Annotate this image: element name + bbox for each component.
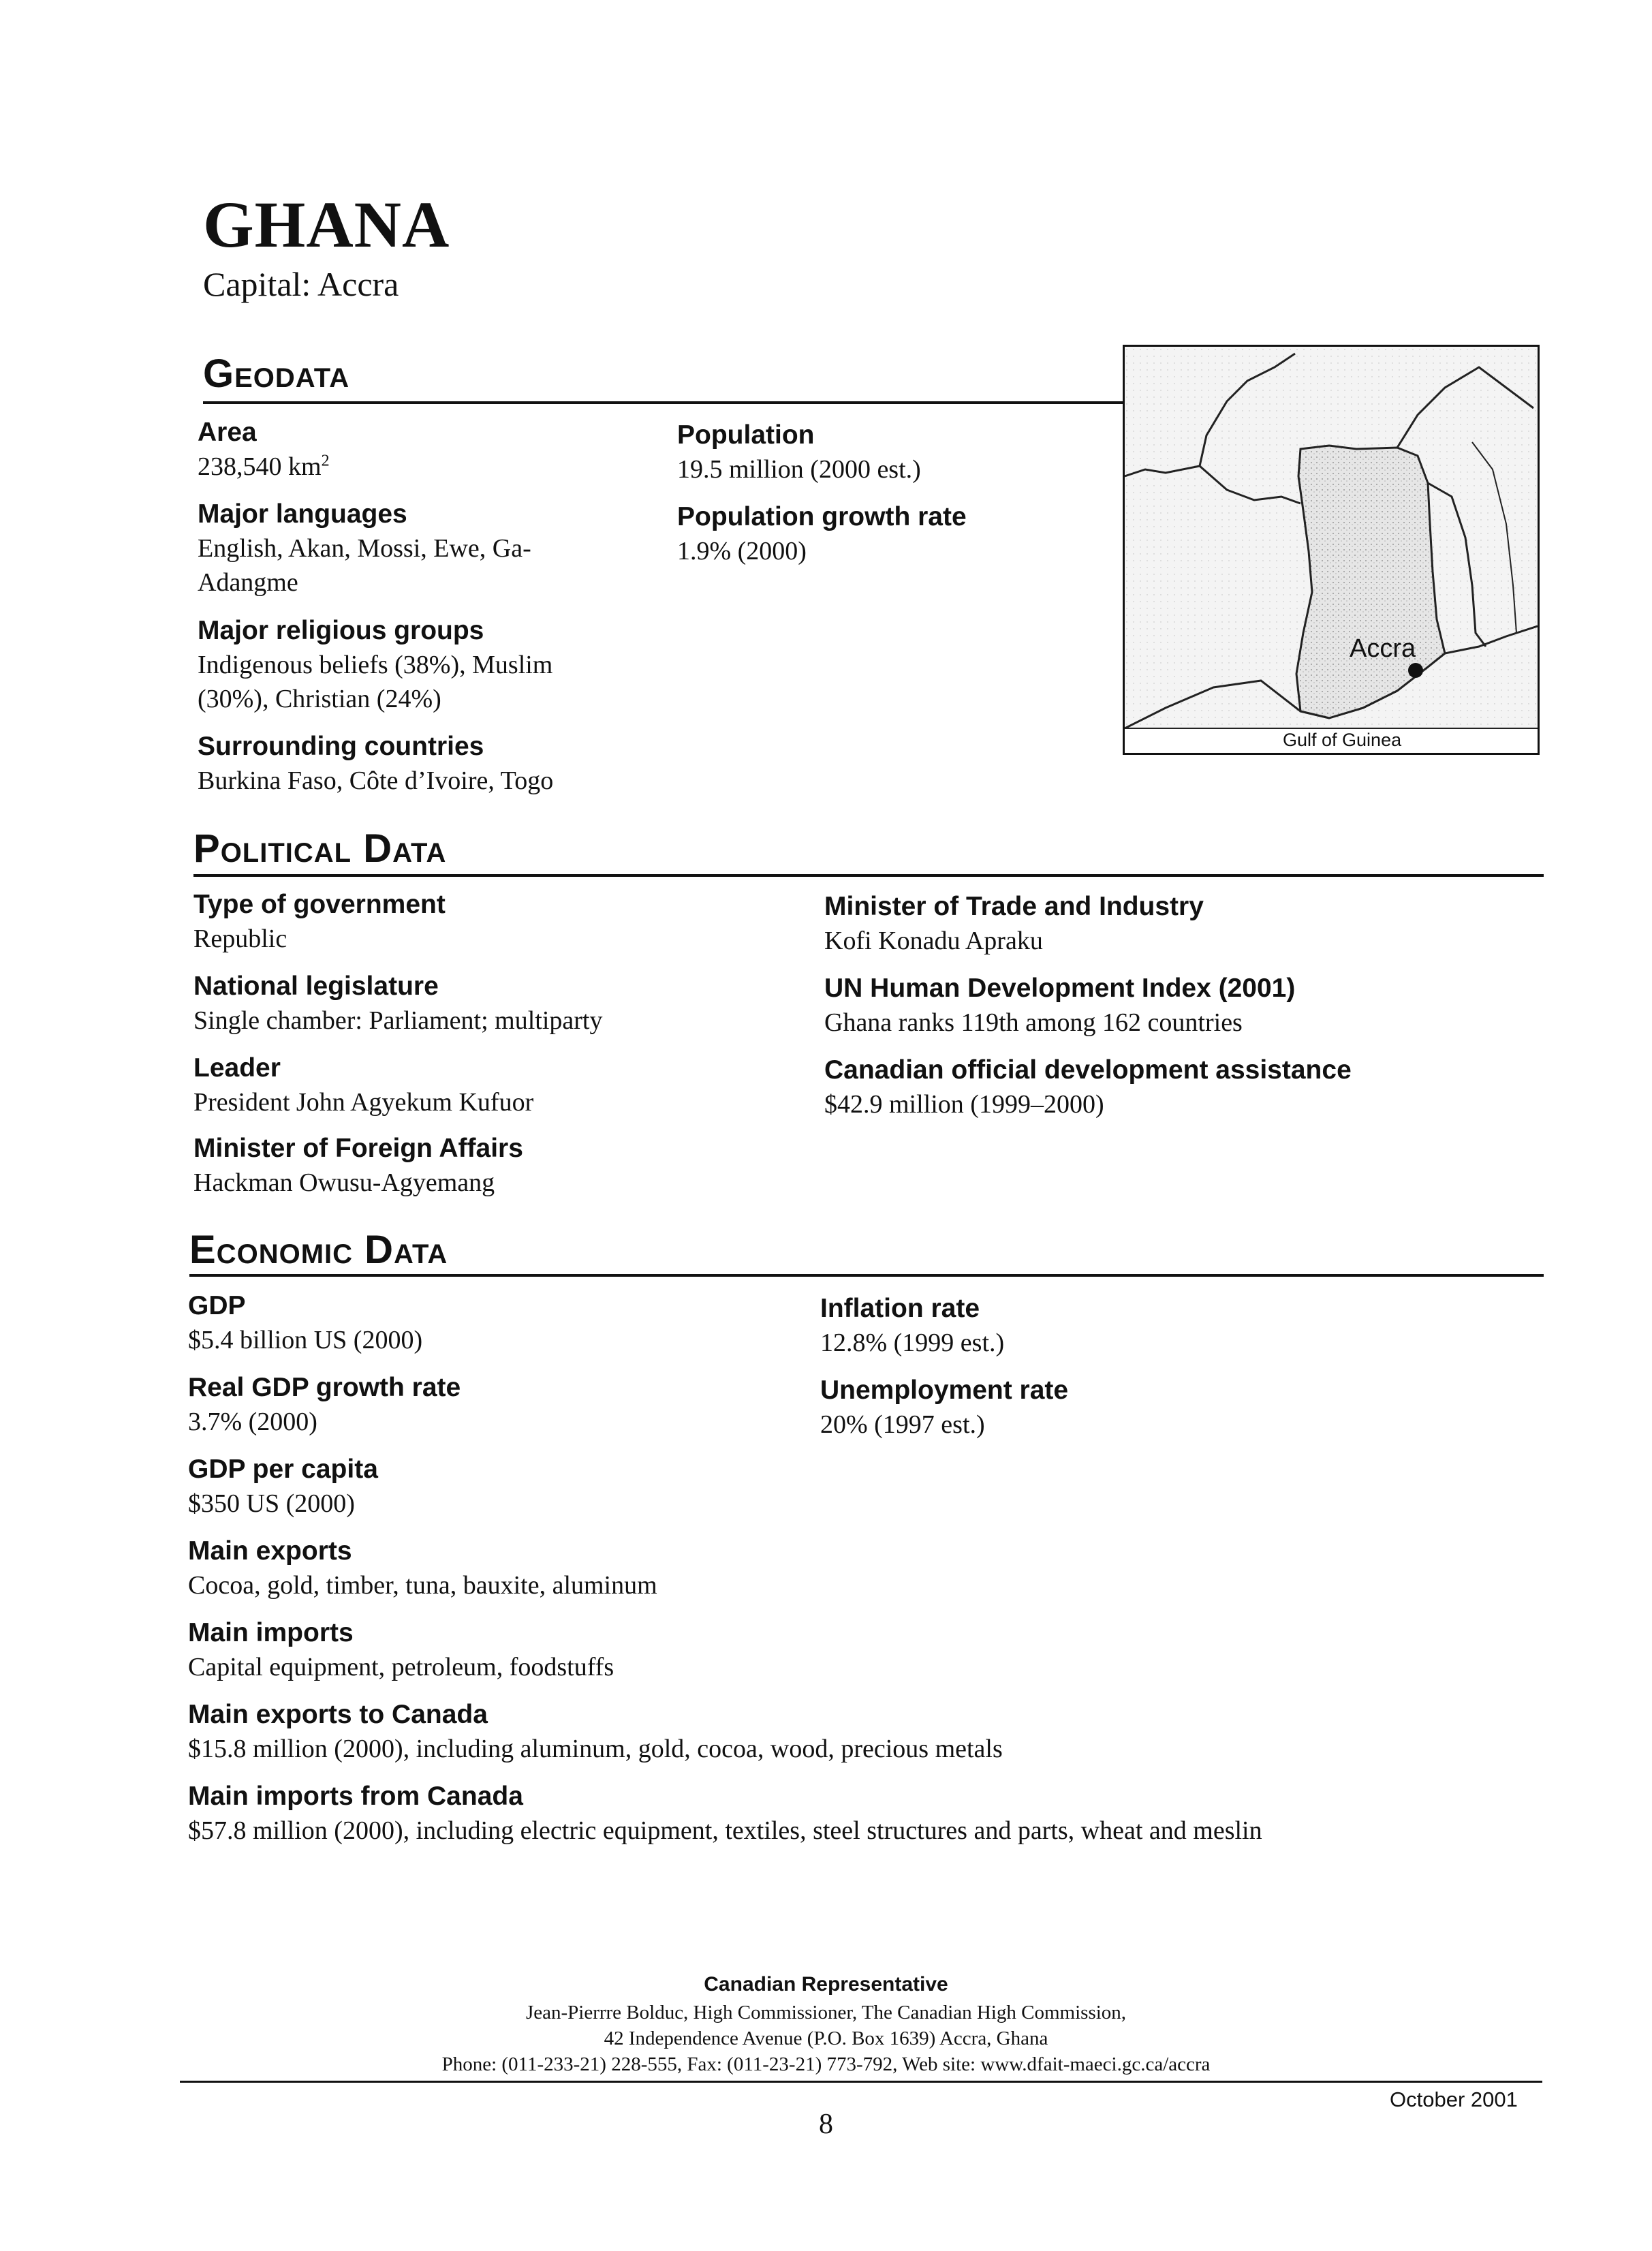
ghana-map — [1123, 345, 1540, 755]
pol-leader — [193, 1051, 807, 1119]
item-value: 19.5 million (2000 est.) — [677, 455, 921, 484]
item-label: UN Human Development Index (2001) — [824, 974, 1296, 1003]
pol-government — [193, 888, 807, 956]
item-label: Main exports — [188, 1536, 352, 1566]
economic-rule — [189, 1274, 1544, 1277]
item-value: Burkina Faso, Côte d’Ivoire, Togo — [198, 766, 554, 795]
pol-foreign-minister — [193, 1132, 807, 1200]
item-value: Capital equipment, petroleum, foodstuffs — [188, 1653, 614, 1681]
item-label: Population growth rate — [677, 502, 967, 531]
political-rule — [193, 874, 1544, 877]
item-value: Indigenous beliefs (38%), Muslim (30%), Christian (24%) — [198, 651, 553, 713]
item-value: 238,540 $km^2$ — [198, 452, 330, 481]
geodata-rule — [203, 401, 1124, 404]
item-label: Inflation rate — [820, 1294, 980, 1323]
eco-main-exports — [188, 1534, 1414, 1602]
economic-heading: ECONOMIC DATA — [189, 1228, 448, 1272]
geo-growth — [677, 500, 1100, 568]
item-value: $15.8 million (2000), including aluminum, gold, cocoa, wood, precious metals — [188, 1735, 1003, 1763]
rep-line-2: 42 Independence Avenue (P.O. Box 1639) Accra, Ghana — [604, 2028, 1048, 2049]
item-value: Ghana ranks 119th among 162 countries — [824, 1008, 1243, 1037]
item-value: $42.9 million (1999–2000) — [824, 1090, 1104, 1119]
item-value: 12.8% (1999 est.) — [820, 1329, 1005, 1357]
item-value: Hackman Owusu-Agyemang — [193, 1168, 495, 1197]
item-label: Surrounding countries — [198, 732, 484, 761]
pol-hdi — [824, 972, 1506, 1040]
item-label: Major religious groups — [198, 616, 484, 645]
eco-real-gdp-growth — [188, 1371, 801, 1439]
item-value: Single chamber: Parliament; multiparty — [193, 1006, 603, 1035]
eco-main-imports — [188, 1616, 1414, 1684]
rep-title: Canadian Representative — [704, 1973, 948, 1996]
geo-population — [677, 418, 1100, 486]
gulf-label: Gulf of Guinea — [1283, 730, 1402, 750]
item-label: Type of government — [193, 890, 446, 919]
item-label: Canadian official development assistance — [824, 1055, 1352, 1085]
item-label: National legislature — [193, 972, 439, 1001]
item-label: Real GDP growth rate — [188, 1373, 461, 1402]
map-graphic — [1125, 347, 1538, 753]
item-label: Main imports — [188, 1618, 354, 1647]
eco-gdp — [188, 1289, 801, 1357]
item-label: Minister of Trade and Industry — [824, 892, 1204, 921]
pol-legislature — [193, 969, 807, 1038]
eco-exports-canada — [188, 1698, 1482, 1766]
eco-gdp-per-capita — [188, 1453, 801, 1521]
pol-trade-minister — [824, 890, 1506, 958]
footer-rule — [180, 2081, 1542, 2083]
eco-imports-canada — [188, 1780, 1550, 1848]
item-value: 3.7% (2000) — [188, 1408, 317, 1436]
item-label: Major languages — [198, 499, 407, 529]
item-value: President John Agyekum Kufuor — [193, 1088, 534, 1117]
item-value: 20% (1997 est.) — [820, 1410, 985, 1439]
capital-subtitle: Capital: Accra — [203, 265, 399, 303]
page-title: GHANA — [203, 188, 450, 261]
item-label: Main exports to Canada — [188, 1700, 488, 1729]
eco-unemployment — [820, 1373, 1433, 1442]
item-value: Republic — [193, 925, 287, 953]
issue-date: October 2001 — [1390, 2087, 1518, 2111]
item-label: Minister of Foreign Affairs — [193, 1134, 523, 1163]
item-label: Area — [198, 418, 257, 447]
geodata-heading: GEODATA — [203, 352, 350, 396]
item-value: $350 US (2000) — [188, 1489, 355, 1518]
item-label: Unemployment rate — [820, 1376, 1069, 1405]
item-value: $57.8 million (2000), including electric equipment, textiles, steel structures and parts, wheat and meslin — [188, 1816, 1262, 1845]
geo-religions — [198, 614, 811, 716]
item-value: Kofi Konadu Apraku — [824, 927, 1043, 955]
rep-line-3: Phone: (011-233-21) 228-555, Fax: (011-23-21) 773-792, Web site: www.dfait-maeci.gc.ca/accra — [441, 2053, 1211, 2075]
item-label: Leader — [193, 1053, 281, 1083]
accra-marker — [1408, 663, 1423, 678]
item-value: English, Akan, Mossi, Ewe, Ga- Adangme — [198, 534, 531, 597]
political-heading: POLITICAL DATA — [193, 826, 447, 871]
geo-surrounding — [198, 730, 811, 798]
item-value: 1.9% (2000) — [677, 537, 807, 565]
item-label: GDP — [188, 1291, 246, 1320]
item-label: Main imports from Canada — [188, 1782, 523, 1811]
item-label: Population — [677, 420, 815, 450]
item-value: $5.4 billion US (2000) — [188, 1326, 423, 1354]
item-value: Cocoa, gold, timber, tuna, bauxite, aluminum — [188, 1571, 657, 1600]
page-number: 8 — [819, 2109, 833, 2140]
item-label: GDP per capita — [188, 1455, 378, 1484]
rep-line-1: Jean-Pierrre Bolduc, High Commissioner, The Canadian High Commission, — [525, 2002, 1127, 2023]
eco-inflation — [820, 1292, 1433, 1360]
accra-label: Accra — [1350, 634, 1416, 663]
pol-oda — [824, 1053, 1506, 1121]
